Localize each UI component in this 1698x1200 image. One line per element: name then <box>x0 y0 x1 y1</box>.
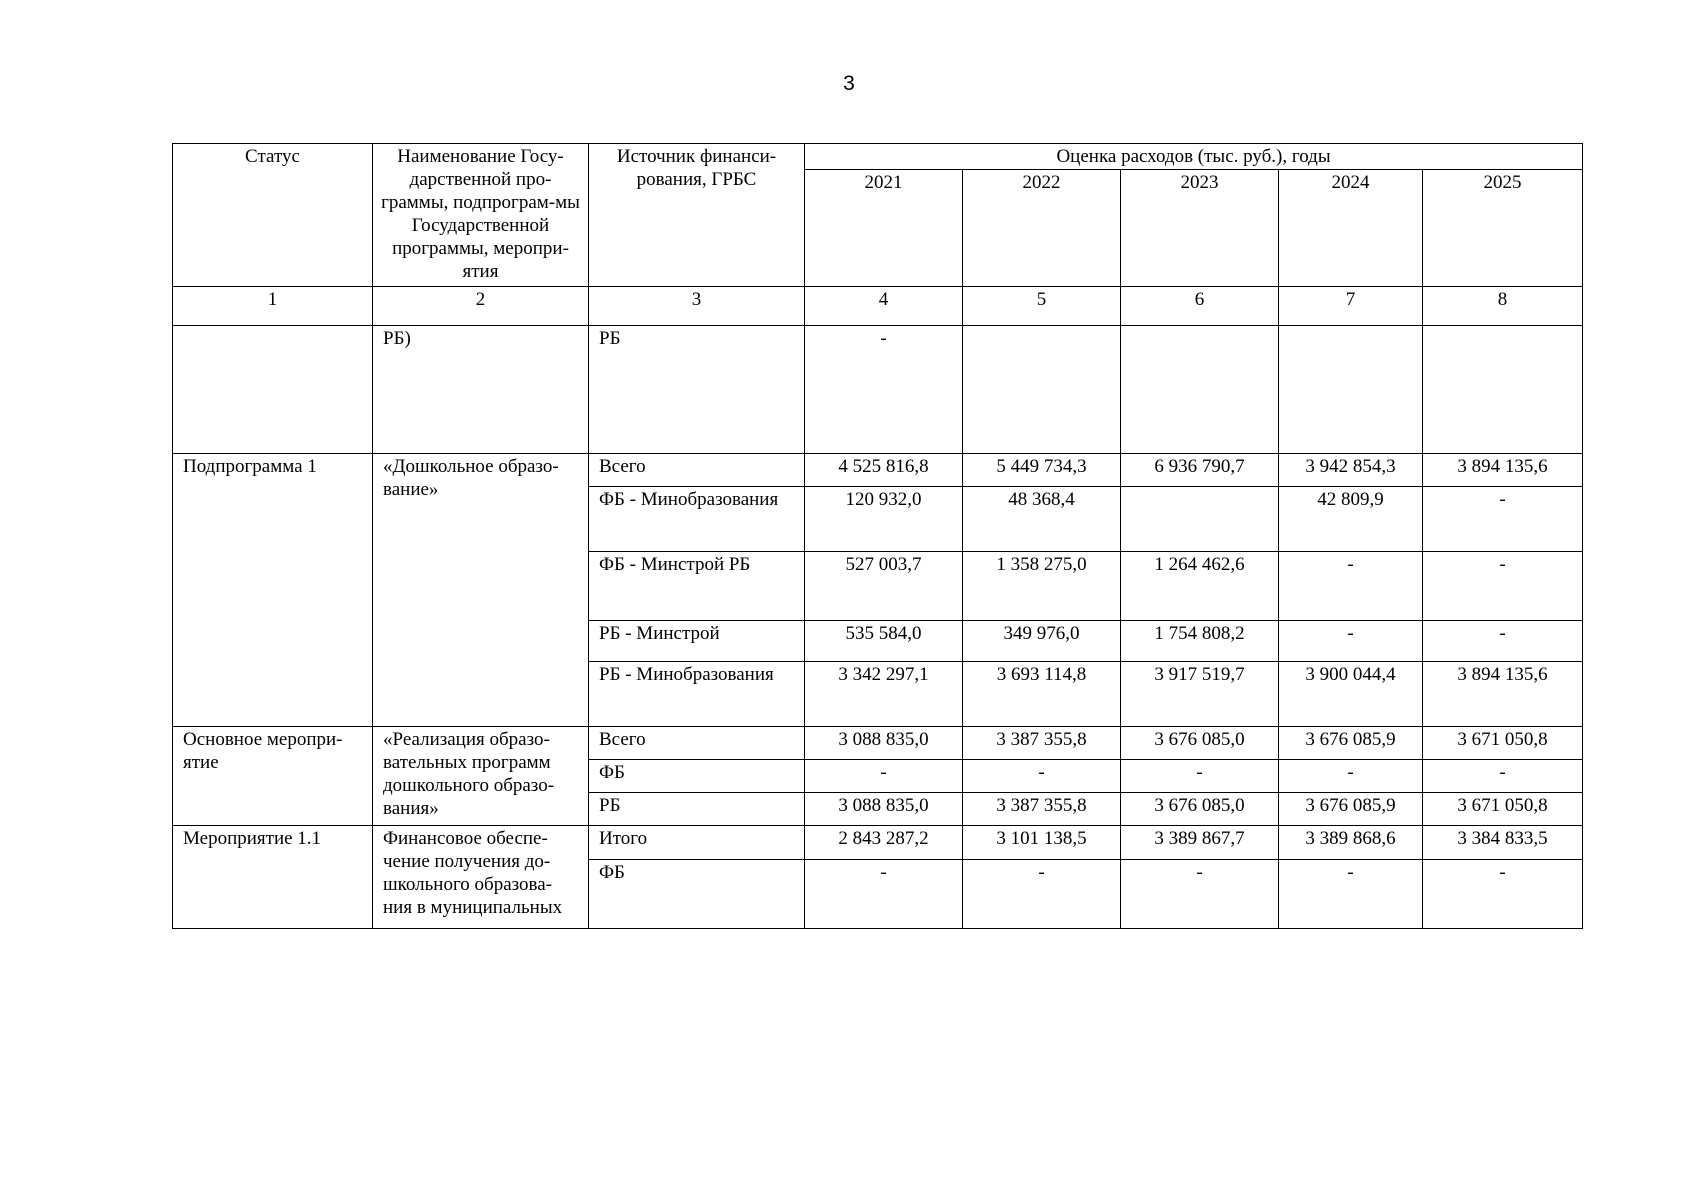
program-name-cell: Финансовое обеспе-чение получения до-школьного образова-ния в муниципальных <box>373 826 589 929</box>
value-cell: 3 101 138,5 <box>963 826 1121 860</box>
value-cell: 3 917 519,7 <box>1121 662 1279 727</box>
funding-source-cell: РБ - Минобразования <box>589 662 805 727</box>
value-cell: 3 942 854,3 <box>1279 454 1423 487</box>
value-cell: 3 342 297,1 <box>805 662 963 727</box>
column-number: 2 <box>373 287 589 326</box>
value-cell: - <box>1279 860 1423 929</box>
funding-source-cell: РБ <box>589 326 805 454</box>
value-cell: 3 088 835,0 <box>805 793 963 826</box>
table-row <box>173 454 1583 487</box>
header-source: Источник финанси-рования, ГРБС <box>589 144 805 287</box>
value-cell: 48 368,4 <box>963 487 1121 552</box>
funding-source-cell: ФБ - Минобразования <box>589 487 805 552</box>
value-cell: 3 894 135,6 <box>1423 662 1583 727</box>
value-cell: 1 754 808,2 <box>1121 621 1279 662</box>
header-year: 2022 <box>963 170 1121 287</box>
value-cell: 5 449 734,3 <box>963 454 1121 487</box>
value-cell: - <box>1279 552 1423 621</box>
value-cell: - <box>805 760 963 793</box>
column-number: 5 <box>963 287 1121 326</box>
value-cell <box>963 326 1121 454</box>
funding-source-cell: Всего <box>589 727 805 760</box>
value-cell: 527 003,7 <box>805 552 963 621</box>
value-cell: 6 936 790,7 <box>1121 454 1279 487</box>
column-number: 3 <box>589 287 805 326</box>
status-cell <box>173 326 373 454</box>
value-cell: 1 264 462,6 <box>1121 552 1279 621</box>
header-name: Наименование Госу-дарственной про-граммы, подпрограм-мы Государственной программы, меропри-ятия <box>373 144 589 287</box>
funding-source-cell: ФБ <box>589 860 805 929</box>
value-cell: 120 932,0 <box>805 487 963 552</box>
funding-source-cell: Итого <box>589 826 805 860</box>
value-cell: 3 894 135,6 <box>1423 454 1583 487</box>
value-cell: - <box>1423 552 1583 621</box>
value-cell: - <box>1423 621 1583 662</box>
value-cell: 3 693 114,8 <box>963 662 1121 727</box>
value-cell: - <box>805 326 963 454</box>
funding-source-cell: РБ <box>589 793 805 826</box>
header-year: 2023 <box>1121 170 1279 287</box>
program-name-cell: РБ) <box>373 326 589 454</box>
value-cell: 3 676 085,9 <box>1279 793 1423 826</box>
table-row <box>173 326 1583 454</box>
value-cell: - <box>1279 621 1423 662</box>
value-cell <box>1121 487 1279 552</box>
page-number: 3 <box>843 72 855 95</box>
header-estimate: Оценка расходов (тыс. руб.), годы <box>805 144 1583 170</box>
value-cell <box>1423 326 1583 454</box>
funding-source-cell: ФБ - Минстрой РБ <box>589 552 805 621</box>
budget-table <box>172 143 1583 929</box>
status-cell: Мероприятие 1.1 <box>173 826 373 929</box>
value-cell: 1 358 275,0 <box>963 552 1121 621</box>
value-cell <box>1279 326 1423 454</box>
value-cell: - <box>1121 760 1279 793</box>
value-cell: - <box>805 860 963 929</box>
table-row <box>173 727 1583 760</box>
status-cell: Основное меропри-ятие <box>173 727 373 826</box>
value-cell: 349 976,0 <box>963 621 1121 662</box>
value-cell: 3 676 085,0 <box>1121 727 1279 760</box>
value-cell: 3 387 355,8 <box>963 727 1121 760</box>
header-year: 2024 <box>1279 170 1423 287</box>
value-cell: 3 900 044,4 <box>1279 662 1423 727</box>
header-year: 2021 <box>805 170 963 287</box>
value-cell: - <box>963 860 1121 929</box>
value-cell: - <box>1423 860 1583 929</box>
column-numbers-row <box>173 287 1583 326</box>
value-cell: - <box>1121 860 1279 929</box>
value-cell: 4 525 816,8 <box>805 454 963 487</box>
value-cell: 3 676 085,0 <box>1121 793 1279 826</box>
value-cell: 3 088 835,0 <box>805 727 963 760</box>
program-name-cell: «Реализация образо-вательных программ дошкольного образо-вания» <box>373 727 589 826</box>
status-cell: Подпрограмма 1 <box>173 454 373 727</box>
value-cell: 3 671 050,8 <box>1423 793 1583 826</box>
header-year: 2025 <box>1423 170 1583 287</box>
header-row <box>173 144 1583 170</box>
column-number: 4 <box>805 287 963 326</box>
column-number: 1 <box>173 287 373 326</box>
funding-source-cell: Всего <box>589 454 805 487</box>
column-number: 8 <box>1423 287 1583 326</box>
table-row <box>173 826 1583 860</box>
column-number: 6 <box>1121 287 1279 326</box>
column-number: 7 <box>1279 287 1423 326</box>
value-cell: 3 384 833,5 <box>1423 826 1583 860</box>
value-cell: 3 389 868,6 <box>1279 826 1423 860</box>
value-cell: 3 676 085,9 <box>1279 727 1423 760</box>
value-cell: 535 584,0 <box>805 621 963 662</box>
value-cell: - <box>1279 760 1423 793</box>
value-cell: 2 843 287,2 <box>805 826 963 860</box>
value-cell: - <box>963 760 1121 793</box>
value-cell: 3 387 355,8 <box>963 793 1121 826</box>
funding-source-cell: РБ - Минстрой <box>589 621 805 662</box>
funding-source-cell: ФБ <box>589 760 805 793</box>
header-status: Статус <box>173 144 373 287</box>
value-cell: 42 809,9 <box>1279 487 1423 552</box>
value-cell: 3 389 867,7 <box>1121 826 1279 860</box>
value-cell <box>1121 326 1279 454</box>
value-cell: 3 671 050,8 <box>1423 727 1583 760</box>
value-cell: - <box>1423 487 1583 552</box>
program-name-cell: «Дошкольное образо-вание» <box>373 454 589 727</box>
value-cell: - <box>1423 760 1583 793</box>
